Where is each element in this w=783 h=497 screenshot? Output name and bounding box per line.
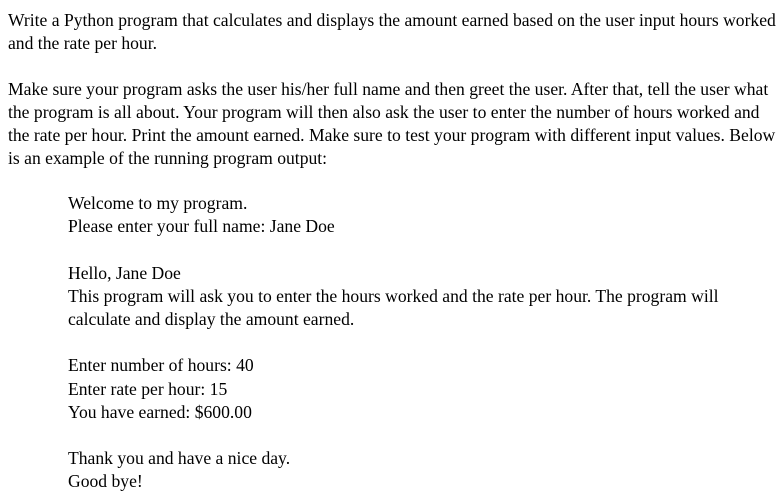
example-hours-prompt-line: Enter number of hours: 40 <box>68 355 254 376</box>
requirements-paragraph: Make sure your program asks the user his/her full name and then greet the user. After that, tell the user what the program is all about. Your program will then also ask the user to enter the number of hours worked and the rate per hour. Print the amount earned. Make sure to test your program with different input values. Below is an example of the running program output: <box>8 79 776 168</box>
example-welcome-line: Welcome to my program. <box>68 193 248 213</box>
example-earned-line: You have earned: $600.00 <box>68 401 252 422</box>
instruction-paragraph: Write a Python program that calculates and displays the amount earned based on the user input hours worked and the rate per hour. <box>8 10 776 53</box>
example-output-block <box>68 192 778 494</box>
example-name-prompt-line: Please enter your full name: Jane Doe <box>68 216 335 237</box>
example-spacer <box>68 238 778 261</box>
example-spacer <box>68 331 778 354</box>
example-rate-prompt-line: Enter rate per hour: 15 <box>68 378 228 399</box>
example-goodbye-line: Good bye! <box>68 471 143 492</box>
example-thanks-line: Thank you and have a nice day. <box>68 448 291 469</box>
example-spacer <box>68 424 778 447</box>
example-description-line: This program will ask you to enter the hours worked and the rate per hour. The program will calculate and display the amount earned. <box>68 285 719 329</box>
example-greeting-line: Hello, Jane Doe <box>68 262 181 283</box>
document-body <box>8 9 778 494</box>
